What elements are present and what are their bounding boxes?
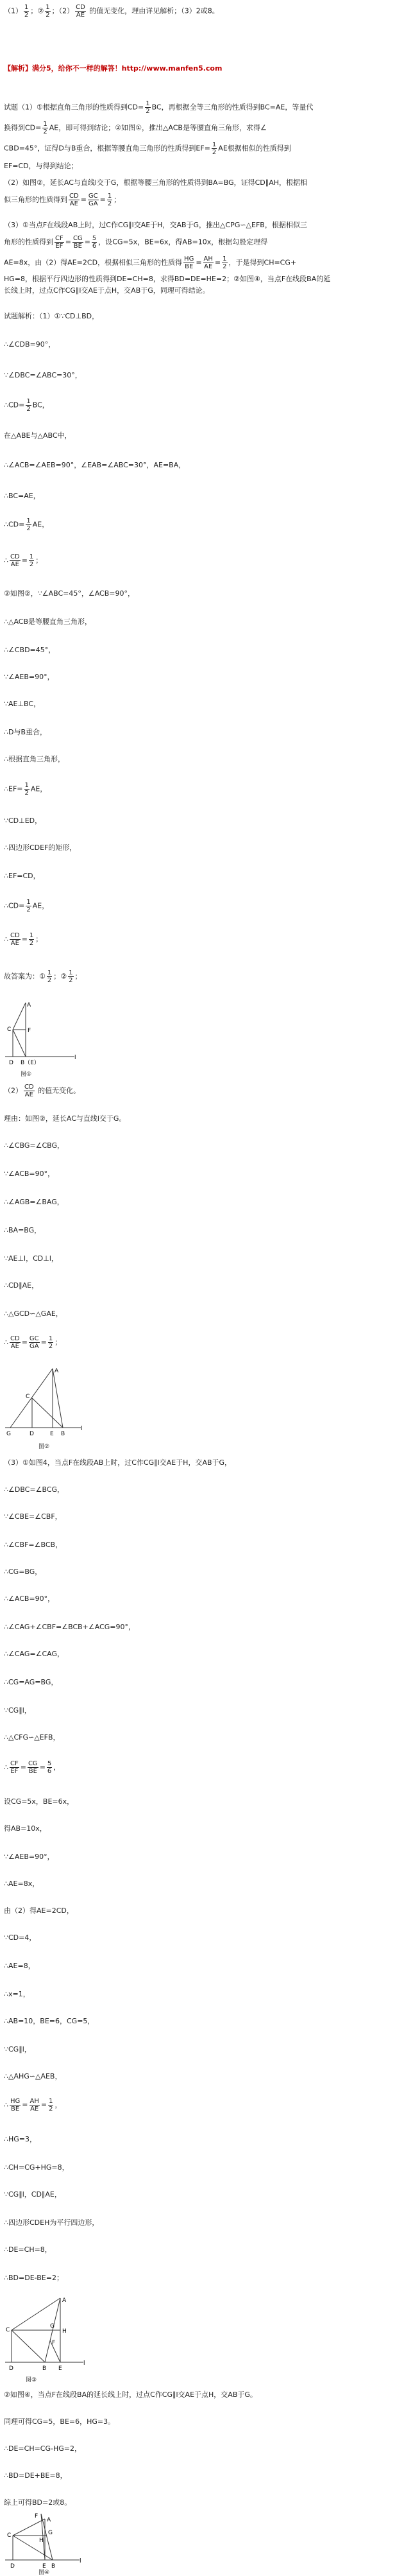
analysis-line xyxy=(4,100,313,115)
fraction xyxy=(47,969,52,984)
solution-line xyxy=(4,1760,60,1775)
promo-text: 满分5，给你不一样的解答！ xyxy=(32,64,122,73)
promo-label: 【解析】 xyxy=(4,64,32,73)
numerator: HG xyxy=(184,255,194,263)
denominator: AE xyxy=(69,200,78,207)
fraction xyxy=(29,553,34,568)
fraction xyxy=(26,398,31,413)
numerator: 1 xyxy=(223,255,227,263)
figure-1 xyxy=(4,999,81,1078)
text: ，设CG=5x，BE=6x，得AB=10x，根据勾股定理得 xyxy=(98,238,268,246)
solution-line: ∴EF=CD， xyxy=(4,872,40,880)
figure-caption: 图① xyxy=(21,1071,32,1078)
figure-2 xyxy=(4,1366,87,1450)
text: = xyxy=(84,238,90,246)
solution-line: ∴△AHG∽△AEB， xyxy=(4,2072,62,2080)
text: 的值无变化。 xyxy=(35,1086,81,1095)
solution-line: ∵∠AEB=90°， xyxy=(4,673,55,681)
label-A: A xyxy=(62,2297,67,2304)
denominator: AE xyxy=(10,940,19,947)
solution-line: ∵CG∥l，CD∥AE， xyxy=(4,2190,62,2199)
analysis-line: 长线上时，过点C作CG∥l交AE于点H，交AB于G，同理可得结论。 xyxy=(4,286,210,295)
text: ∴ xyxy=(4,1763,8,1772)
numerator: 1 xyxy=(43,121,47,128)
numerator: CD xyxy=(10,1335,20,1342)
fraction xyxy=(26,517,31,532)
denominator: 6 xyxy=(92,243,97,250)
denominator: 2 xyxy=(212,149,217,156)
label-A: A xyxy=(27,1002,31,1008)
label-F: F xyxy=(52,2340,56,2346)
solution-line: ∴CG=AG=BG， xyxy=(4,1678,58,1686)
solution-line: ∴AB=10，BE=6，CG=5， xyxy=(4,2017,95,2025)
fraction xyxy=(222,255,227,270)
fraction xyxy=(28,1760,38,1775)
fraction xyxy=(183,255,194,270)
analysis-line xyxy=(4,121,267,135)
text: BC，再根据全等三角形的性质得到BC=AE，等量代 xyxy=(151,103,314,112)
text: ∴ xyxy=(4,2100,8,2109)
denominator: 2 xyxy=(26,906,31,913)
solution-line: ∴∠CAG+∠CBF=∠BCB+∠ACG=90°， xyxy=(4,1623,136,1631)
numerator: GC xyxy=(88,193,98,200)
numerator: 1 xyxy=(46,4,50,11)
text: 试题（1）①根据直角三角形的性质得到CD= xyxy=(4,103,144,112)
numerator: 1 xyxy=(212,141,217,148)
numerator: 1 xyxy=(24,782,29,789)
label-E: E xyxy=(58,2365,62,2372)
text: ， xyxy=(53,1763,61,1772)
fraction xyxy=(42,121,47,135)
text: ∴CD= xyxy=(4,401,25,410)
solution-line: ∴∠DBC=∠BCG， xyxy=(4,1485,64,1494)
answer-part: 的值无变化，理由详见解析；（3）2或8。 xyxy=(87,6,219,15)
denominator: 2 xyxy=(107,200,112,207)
solution-line: ∴∠CDB=90°， xyxy=(4,340,56,349)
text: ，于是得到CH=CG+ xyxy=(228,258,297,267)
figure-2-drawing xyxy=(4,1366,87,1442)
solution-line: ②如图④，当点F在线段BA的延长线上时，过点C作CG∥l交AE于点H，交AB于G。 xyxy=(4,2390,257,2399)
segment-AB xyxy=(53,1369,63,1428)
label-l: l xyxy=(83,2360,85,2367)
label-B: B xyxy=(61,1431,65,1437)
denominator: BE xyxy=(28,1768,37,1775)
fraction xyxy=(68,969,73,984)
label-B: B xyxy=(42,2365,47,2372)
figure-1-drawing xyxy=(4,999,81,1069)
analysis-line xyxy=(4,193,121,207)
answer-part: （1） xyxy=(4,6,22,15)
solution-line: ∴∠AGB=∠BAG， xyxy=(4,1198,64,1206)
solution-line: ∴DE=CH=8， xyxy=(4,2245,52,2254)
text: BC， xyxy=(32,401,49,410)
label-E: E xyxy=(50,1431,54,1437)
fraction xyxy=(24,782,29,797)
label-F: F xyxy=(28,1028,31,1034)
denominator: GA xyxy=(88,200,98,207)
solution-line: ∵∠CBE=∠CBF， xyxy=(4,1512,62,1521)
solution-line: ∴△ACB是等腰直角三角形， xyxy=(4,618,92,626)
numerator: CD xyxy=(69,193,79,200)
numerator: 5 xyxy=(47,1760,52,1767)
figure-caption: 图② xyxy=(38,1444,50,1450)
label-A: A xyxy=(47,2517,51,2523)
segment-CB xyxy=(13,2536,53,2560)
numerator: CD xyxy=(10,932,20,939)
fraction xyxy=(212,141,217,156)
numerator: 1 xyxy=(47,969,52,976)
denominator: 2 xyxy=(46,12,50,19)
text: = xyxy=(22,2100,28,2109)
text: = xyxy=(21,1338,28,1347)
text: ；② xyxy=(53,972,67,981)
denominator: 2 xyxy=(29,561,34,568)
denominator: 2 xyxy=(146,108,150,115)
text: ∴CD= xyxy=(4,901,25,910)
numerator: CF xyxy=(10,1760,19,1767)
numerator: 1 xyxy=(24,4,29,11)
solution-line: ∵∠AEB=90°， xyxy=(4,1853,55,1861)
fraction xyxy=(48,1335,53,1350)
answer-line xyxy=(4,4,219,19)
text: 角形的性质得到 xyxy=(4,238,53,246)
label-D: D xyxy=(29,1431,34,1437)
solution-line: （3）①如图4，当点F在线段AB上时，过C作CG∥l交AE于H，交AB于G， xyxy=(4,1458,232,1467)
text: = xyxy=(80,195,87,204)
denominator: GA xyxy=(29,1343,39,1350)
fraction xyxy=(203,255,214,270)
solution-line: ②如图②，∵∠ABC=45°，∠ACB=90°， xyxy=(4,589,135,598)
denominator: BE xyxy=(73,243,82,250)
text: ； xyxy=(114,195,121,204)
text: ∴ xyxy=(4,935,8,944)
numerator: 1 xyxy=(26,517,31,524)
fraction xyxy=(10,1335,21,1350)
segment-AG xyxy=(10,1369,53,1428)
text: ； xyxy=(55,1338,62,1347)
denominator: 2 xyxy=(47,977,52,984)
fraction xyxy=(45,4,50,19)
analysis-line: （3）①当点F在线段AB上时，过C作CG∥l交AE于H，交AB于G，推出△CPG∽△EFB，根据相似三 xyxy=(4,221,307,229)
fraction xyxy=(72,235,83,250)
fraction xyxy=(29,932,34,947)
analysis-line xyxy=(4,235,267,250)
denominator: EF xyxy=(10,1768,19,1775)
solution-line: ∵∠DBC=∠ABC=30°， xyxy=(4,371,82,379)
solution-line: ∴AE=8x， xyxy=(4,1880,40,1888)
numerator: 1 xyxy=(107,193,112,200)
solution-line: ∴DE=CH=CG-HG=2， xyxy=(4,2444,81,2453)
solution-line: ∵AE⊥BC， xyxy=(4,700,41,708)
solution-line: ∵CG∥l， xyxy=(4,1706,31,1715)
fraction xyxy=(107,193,112,207)
label-B: B xyxy=(51,2563,56,2569)
solution-line xyxy=(4,899,49,913)
solution-line: ∴△CFG∽△EFB， xyxy=(4,1733,60,1742)
denominator: AE xyxy=(76,12,85,19)
label-BE: B（E） xyxy=(21,1060,40,1066)
fraction xyxy=(92,235,97,250)
solution-line: ∴∠CAG=∠CAG， xyxy=(4,1650,65,1658)
solution-line: ∴四边形CDEF的矩形， xyxy=(4,843,77,852)
fraction xyxy=(75,4,86,19)
fraction xyxy=(10,553,21,568)
solution-line: ∵CG∥l， xyxy=(4,2045,31,2053)
label-l: l xyxy=(80,2558,81,2564)
solution-line xyxy=(4,782,47,797)
solution-line: ∵∠ACB=90°， xyxy=(4,1170,55,1178)
solution-line: ∴AE=8， xyxy=(4,1962,35,1970)
numerator: GC xyxy=(29,1335,39,1342)
analysis-line: EF=CD，与得到结论； xyxy=(4,162,78,170)
text: ∴ xyxy=(4,556,8,565)
numerator: 1 xyxy=(29,553,34,560)
solution-line: ∴BD=DE-BE=2； xyxy=(4,2274,63,2282)
text: = xyxy=(39,1763,46,1772)
solution-line: 得AB=10x， xyxy=(4,1824,47,1833)
solution-line: ∵CD⊥ED， xyxy=(4,817,42,825)
figure-3 xyxy=(4,2295,94,2383)
denominator: 2 xyxy=(24,790,29,797)
numerator: AH xyxy=(203,255,213,263)
analysis-line xyxy=(4,141,291,156)
text: ； xyxy=(35,935,43,944)
numerator: 1 xyxy=(29,932,34,939)
label-F: F xyxy=(35,2513,38,2520)
segment-CB xyxy=(13,1030,26,1057)
numerator: 1 xyxy=(69,969,73,976)
fraction xyxy=(29,1335,40,1350)
text: AE， xyxy=(32,520,49,529)
label-D: D xyxy=(10,2563,15,2569)
numerator: 1 xyxy=(26,398,31,405)
fraction xyxy=(24,4,29,19)
text: AE根据相似的性质得到 xyxy=(218,144,291,153)
solution-line xyxy=(4,517,49,532)
denominator: EF xyxy=(55,243,63,250)
label-H: H xyxy=(39,2537,44,2544)
denominator: AE xyxy=(24,1091,33,1098)
numerator: 5 xyxy=(92,235,97,242)
figure-4-drawing xyxy=(4,2512,94,2569)
text: ∴EF= xyxy=(4,784,23,793)
numerator: CF xyxy=(55,235,63,242)
solution-heading: 试题解析：（1）①∵CD⊥BD， xyxy=(4,312,99,320)
denominator: AE xyxy=(30,2105,39,2113)
text: = xyxy=(20,1763,26,1772)
figure-caption: 图③ xyxy=(26,2377,37,2383)
solution-line: ∴∠ACB=∠AEB=90°，∠EAB=∠ABC=30°，AE=BA， xyxy=(4,461,186,469)
label-C: C xyxy=(6,2327,10,2333)
solution-line xyxy=(4,969,82,984)
figure-3-drawing xyxy=(4,2295,94,2375)
promo-link[interactable]: http://www.manfen5.com xyxy=(121,64,223,73)
fraction xyxy=(47,1760,52,1775)
denominator: BE xyxy=(11,2105,20,2113)
denominator: AE xyxy=(204,263,213,270)
segment-AC xyxy=(13,2519,45,2536)
label-l: l xyxy=(81,1426,83,1432)
fraction xyxy=(29,2098,40,2113)
solution-line: ∴∠CBF=∠BCB， xyxy=(4,1541,63,1549)
numerator: CD xyxy=(24,1084,34,1091)
fraction xyxy=(24,1084,35,1098)
solution-line: ∴根据直角三角形， xyxy=(4,755,65,763)
fraction xyxy=(10,932,21,947)
text: CBD=45°，证得D与B重合，根据等腰直角三角形的性质得到EF= xyxy=(4,144,210,153)
solution-line: ∵CD=4， xyxy=(4,1933,37,1942)
solution-line: ∴∠CBG=∠CBG， xyxy=(4,1141,65,1150)
denominator: 6 xyxy=(47,1768,52,1775)
text: （2） xyxy=(4,1086,22,1095)
solution-line: 同理可得CG=5，BE=6，HG=3。 xyxy=(4,2417,115,2426)
solution-line xyxy=(4,1335,62,1350)
label-C: C xyxy=(7,2532,12,2539)
solution-line: ∴BC=AE， xyxy=(4,492,40,500)
solution-line: ∴∠ACB=90°， xyxy=(4,1595,55,1603)
solution-line xyxy=(4,932,42,947)
denominator: 2 xyxy=(43,128,47,135)
solution-line: ∴四边形CDEH为平行四边形， xyxy=(4,2218,99,2227)
label-C: C xyxy=(7,1026,12,1033)
figure-caption: 图④ xyxy=(38,2570,50,2576)
text: = xyxy=(21,935,28,944)
text: 故答案为：① xyxy=(4,972,46,981)
numerator: CD xyxy=(10,553,20,560)
segment-CB xyxy=(12,2330,45,2362)
text: 换得到CD= xyxy=(4,123,42,132)
solution-line: ∴△GCD∽△GAE， xyxy=(4,1310,63,1318)
text: ； xyxy=(35,556,43,565)
text: ∴CD= xyxy=(4,520,25,529)
fraction xyxy=(55,235,64,250)
denominator: 2 xyxy=(29,940,34,947)
solution-line: 理由：如图②，延长AC与直线l交于G。 xyxy=(4,1114,126,1123)
solution-line: ∴HG=3， xyxy=(4,2135,37,2143)
text: ∴ xyxy=(4,1338,8,1347)
text: = xyxy=(214,258,221,267)
denominator: AE xyxy=(10,561,19,568)
answer-part: ；（2） xyxy=(51,6,74,15)
solution-line: ∴CG=BG， xyxy=(4,1568,42,1576)
label-E: E xyxy=(42,2563,46,2569)
denominator: 2 xyxy=(48,1343,53,1350)
denominator: 2 xyxy=(49,2105,53,2113)
numerator: CG xyxy=(28,1760,38,1767)
solution-line: ∴BD=DE+BE=8， xyxy=(4,2471,67,2480)
text: ， xyxy=(55,2100,62,2109)
analysis-line: HG=8，根据平行四边形的性质得到DE=CH=8，求得BD=DE=HE=2；②如图④，当点F在线段BA的延 xyxy=(4,275,331,283)
fraction xyxy=(26,899,31,913)
fraction xyxy=(88,193,99,207)
fraction xyxy=(10,2098,21,2113)
text: 似三角形的性质得到 xyxy=(4,195,67,204)
numerator: 1 xyxy=(49,2098,53,2105)
text: = xyxy=(40,2100,47,2109)
numerator: CD xyxy=(76,4,85,11)
denominator: 2 xyxy=(26,525,31,532)
label-l: l xyxy=(74,1055,76,1061)
denominator: 2 xyxy=(24,12,29,19)
answer-part: ；② xyxy=(30,6,44,15)
solution-line: ∴BA=BG， xyxy=(4,1226,42,1234)
denominator: AE xyxy=(10,1343,19,1350)
analysis-line xyxy=(4,255,296,270)
label-C: C xyxy=(26,1394,30,1400)
solution-line: ∴x=1， xyxy=(4,1990,30,1998)
solution-line: 在△ABE与△ABC中， xyxy=(4,431,72,440)
denominator: 2 xyxy=(223,263,227,270)
label-A: A xyxy=(55,1368,59,1374)
solution-line: 由（2）得AE=2CD， xyxy=(4,1906,74,1915)
numerator: AH xyxy=(29,2098,39,2105)
numerator: 1 xyxy=(146,100,150,107)
numerator: CG xyxy=(72,235,83,242)
text: = xyxy=(40,1338,47,1347)
label-G: G xyxy=(48,2530,53,2536)
fraction xyxy=(48,2098,53,2113)
denominator: 2 xyxy=(69,977,73,984)
solution-line: ∴CH=CG+HG=8， xyxy=(4,2163,69,2172)
solution-line: 综上可得BD=2或8。 xyxy=(4,2498,72,2507)
solution-line: ∴CD∥AE， xyxy=(4,1281,39,1290)
text: = xyxy=(21,556,28,565)
promo-line xyxy=(4,64,222,73)
segment-AC xyxy=(13,1003,26,1030)
figure-4 xyxy=(4,2512,94,2576)
solution-line: ∴D与B重合， xyxy=(4,728,47,736)
analysis-line: （2）如图②，延长AC与直线l交于G，根据等腰三角形的性质得到BA=BG，证得CD∥AH，根据相 xyxy=(4,178,308,187)
text: = xyxy=(65,238,71,246)
solution-line: ∴∠CBD=45°， xyxy=(4,646,56,654)
label-G: G xyxy=(50,2323,55,2330)
text: AE， xyxy=(30,784,47,793)
numerator: HG xyxy=(10,2098,21,2105)
solution-line xyxy=(4,553,42,568)
solution-line: ∵AE⊥l，CD⊥l， xyxy=(4,1254,58,1263)
fraction xyxy=(10,1760,19,1775)
text: ； xyxy=(74,972,82,981)
fraction xyxy=(145,100,150,115)
solution-line xyxy=(4,2098,62,2113)
numerator: 1 xyxy=(48,1335,53,1342)
text: = xyxy=(196,258,202,267)
solution-line: 设CG=5x，BE=6x， xyxy=(4,1797,74,1806)
fraction xyxy=(69,193,80,207)
text: AE， xyxy=(32,901,49,910)
text: = xyxy=(99,195,106,204)
label-D: D xyxy=(9,2365,13,2372)
label-H: H xyxy=(62,2328,67,2335)
text: AE，即可得到结论；②如图①，推出△ACB是等腰直角三角形，求得∠ xyxy=(49,123,267,132)
denominator: 2 xyxy=(26,406,31,413)
denominator: BE xyxy=(185,263,194,270)
numerator: 1 xyxy=(26,899,31,906)
text: AE=8x，由（2）得AE=2CD，根据相似三角形的性质得 xyxy=(4,258,183,267)
solution-line xyxy=(4,398,49,413)
label-G: G xyxy=(6,1431,11,1437)
label-D: D xyxy=(9,1060,13,1066)
solution-line xyxy=(4,1084,80,1098)
